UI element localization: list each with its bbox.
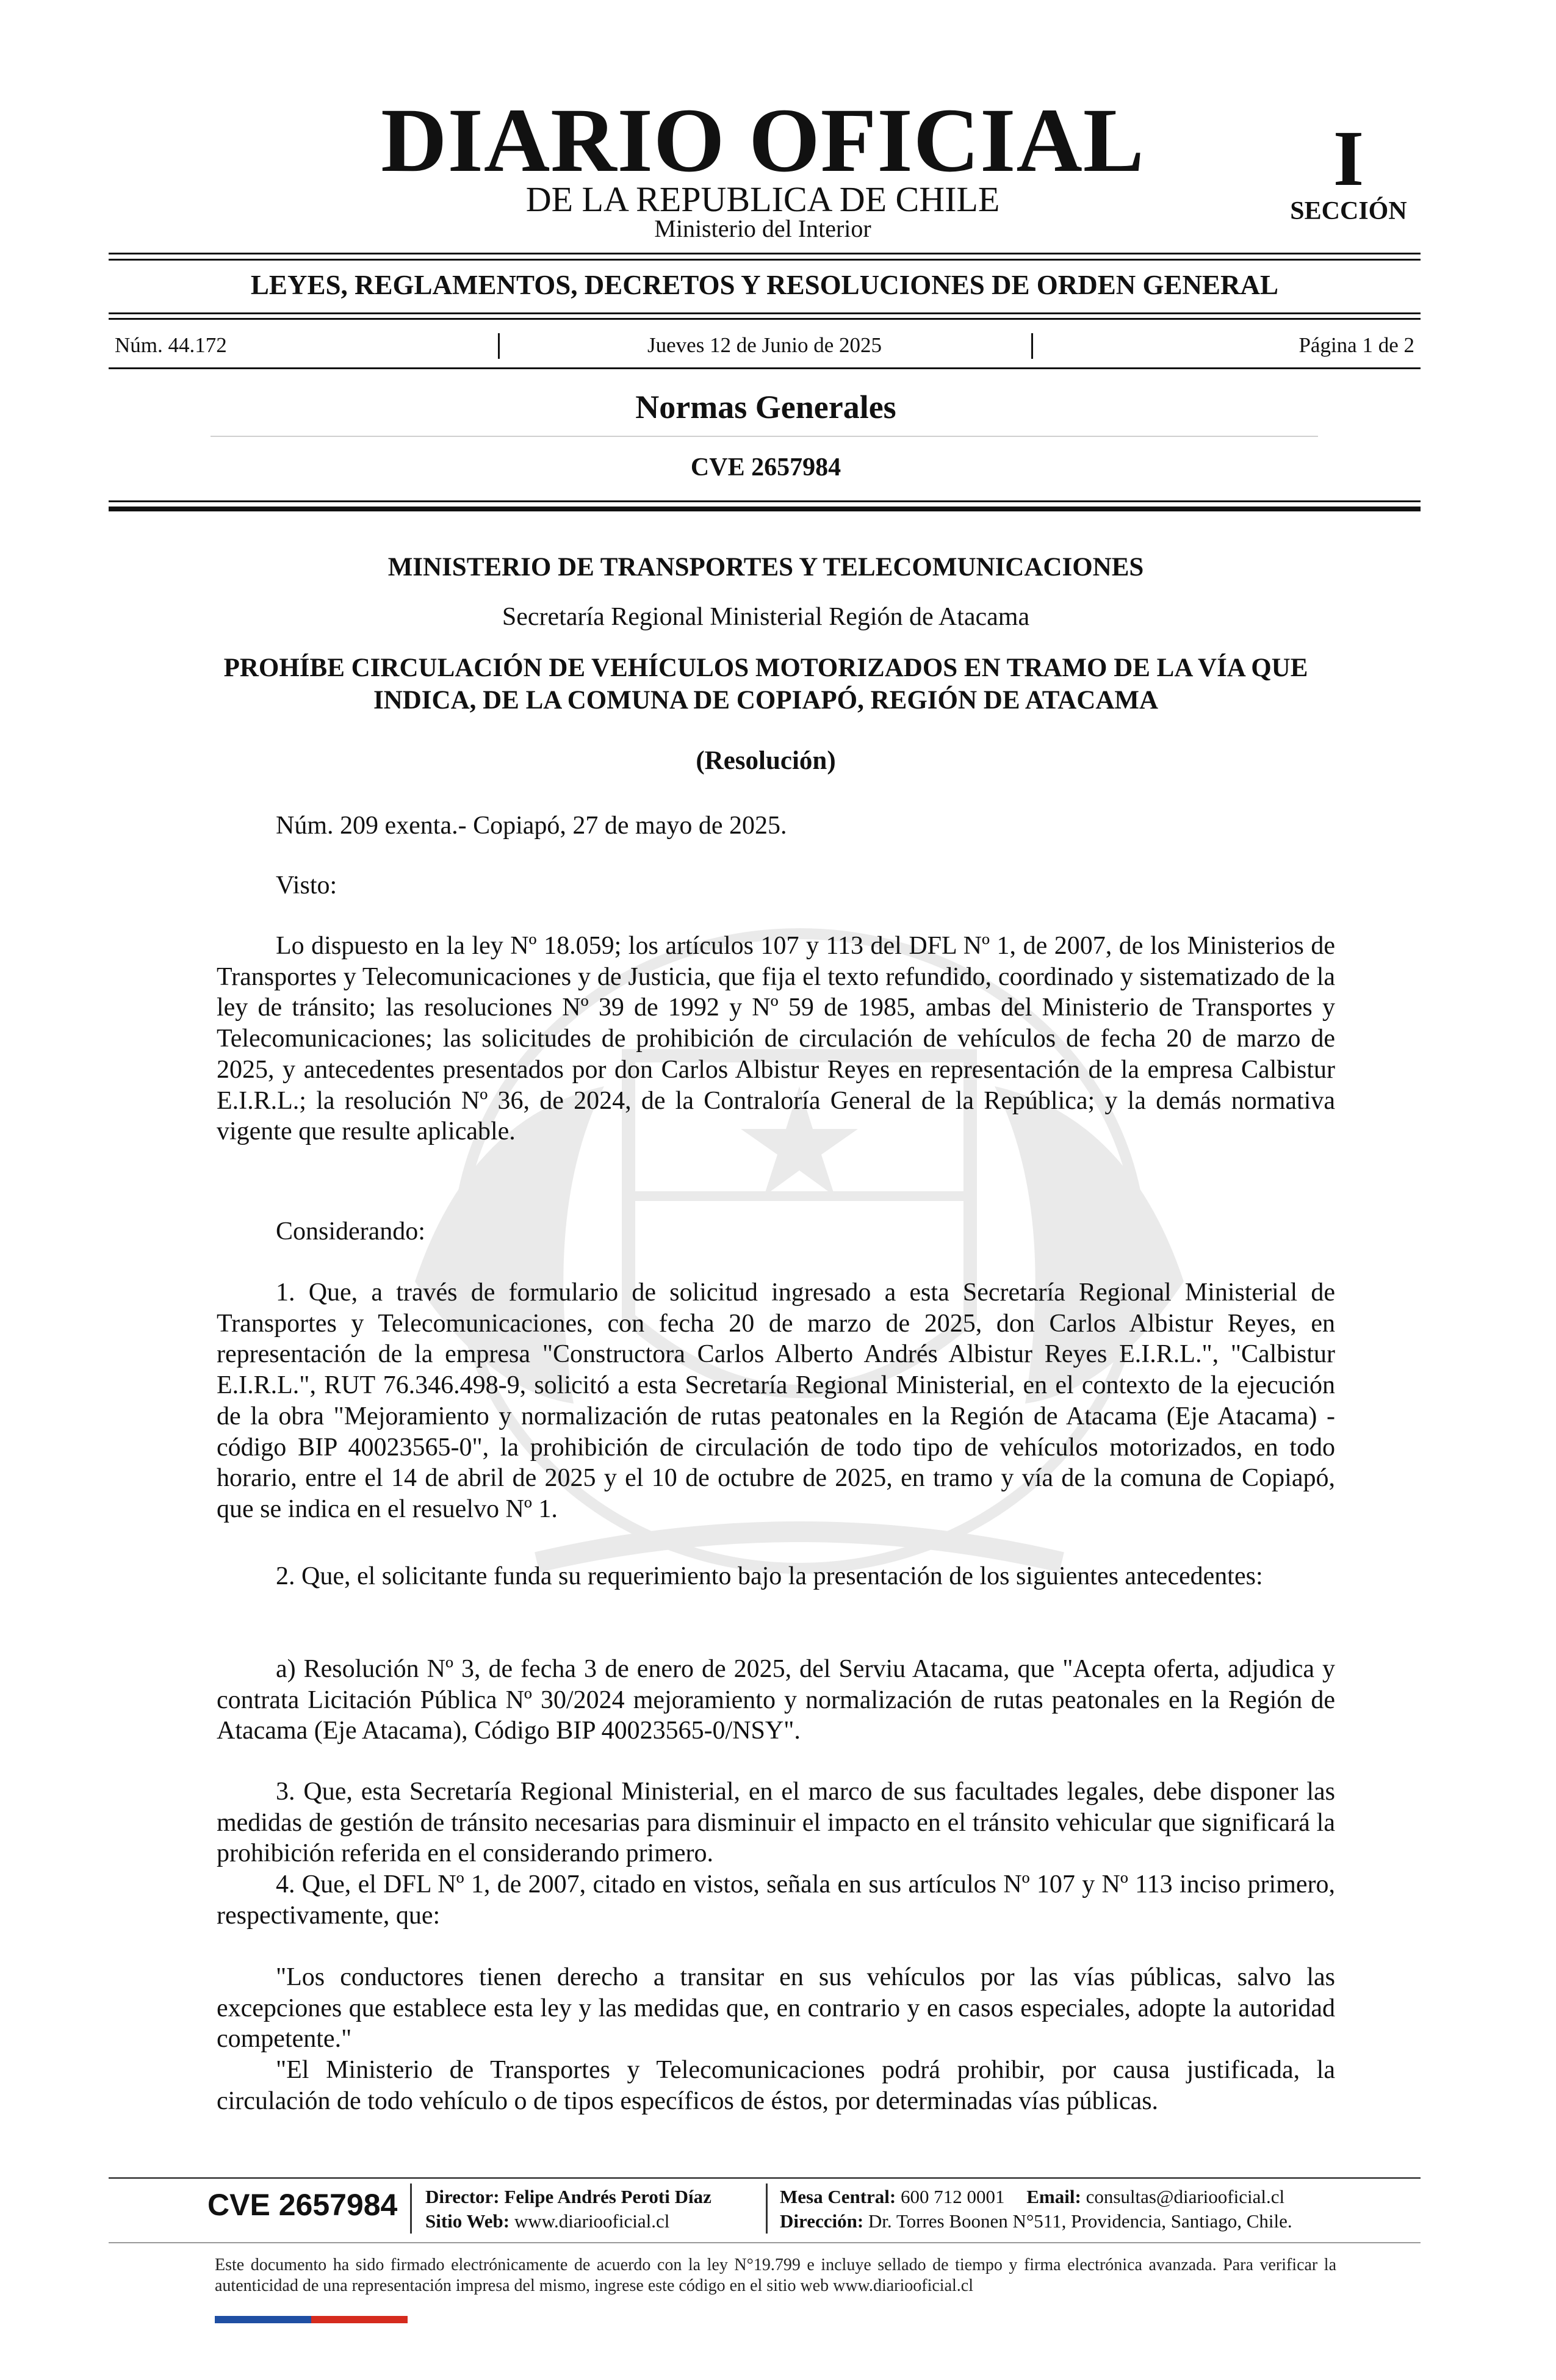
- phone-label: Mesa Central:: [780, 2186, 896, 2207]
- seremi-heading: Secretaría Regional Ministerial Región de Atacama: [502, 603, 1030, 631]
- considerando-label: Considerando:: [276, 1217, 425, 1246]
- divider: [211, 436, 1318, 437]
- considerando-point-4: 4. Que, el DFL Nº 1, de 2007, citado en vistos, señala en sus artículos Nº 107 y Nº 113 inciso primero, respectivamente, que:: [217, 1870, 1335, 1930]
- signature-note: Este documento ha sido firmado electrónicamente de acuerdo con la ley N°19.799 e incluye sellado de tiempo y firma electrónica avanzada. Para verificar la autenticidad de una representación impresa del mismo, ingrese este código en el sitio web www.diariooficial.cl: [215, 2256, 1336, 2295]
- visto-label: Visto:: [276, 871, 337, 900]
- quoted-article-113: "El Ministerio de Transportes y Telecomunicaciones podrá prohibir, por causa justificada, la circulación de todo vehículo o de tipos específicos de éstos, por determinadas vías públicas.: [217, 2056, 1335, 2115]
- masthead-subtitle: DE LA REPUBLICA DE CHILE: [525, 179, 1000, 219]
- considerando-point-1: 1. Que, a través de formulario de solicitud ingresado a esta Secretaría Regional Ministerial de Transportes y Telecomunicaciones, con fecha 20 de marzo de 2025, don Carlos Albistur Reyes, en representación de la empresa "Constructora Carlos Alberto Andrés Albistur Reyes E.I.R.L.", "Calbistur E.I.R.L.", RUT 76.346.498-9, solicitó a esta Secretaría Regional Ministerial, en el contexto de la ejecución de la obra "Mejoramiento y normalización de rutas peatonales en la Región de Atacama (Eje Atacama) - código BIP 40023565-0", la prohibición de circulación de todo tipo de vehículos motorizados, en todo horario, entre el 14 de abril de 2025 y el 10 de octubre de 2025, en tramo y vía de la comuna de Copiapó, que se indica en el resuelvo Nº 1.: [217, 1278, 1335, 1523]
- divider: [109, 318, 1421, 320]
- footer-divider: [109, 2242, 1421, 2243]
- section-number: I: [1333, 115, 1364, 203]
- director-name: Felipe Andrés Peroti Díaz: [504, 2186, 711, 2207]
- footer-cve-code: CVE 2657984: [207, 2188, 398, 2222]
- category-heading: LEYES, REGLAMENTOS, DECRETOS Y RESOLUCIONES DE ORDEN GENERAL: [250, 270, 1279, 300]
- address-label: Dirección:: [780, 2210, 864, 2232]
- issue-date: Jueves 12 de Junio de 2025: [647, 333, 882, 357]
- address-value: Dr. Torres Boonen N°511, Providencia, Santiago, Chile.: [868, 2210, 1292, 2232]
- section-label: SECCIÓN: [1290, 197, 1407, 225]
- footer-address: [780, 2209, 1292, 2234]
- considerando-point-2a: a) Resolución Nº 3, de fecha 3 de enero de 2025, del Serviu Atacama, que "Acepta oferta, adjudica y contrata Licitación Pública Nº 30/2024 mejoramiento y normalización de rutas peatonales en la Región de Atacama (Eje Atacama), Código BIP 40023565-0/NSY".: [217, 1655, 1335, 1745]
- document-type: (Resolución): [696, 746, 836, 775]
- website-label: Sitio Web:: [425, 2210, 510, 2232]
- page-indicator: Página 1 de 2: [1298, 333, 1414, 357]
- footer-director: [425, 2185, 711, 2209]
- separator: [1031, 333, 1033, 359]
- considerando-point-3: 3. Que, esta Secretaría Regional Ministerial, en el marco de sus facultades legales, debe disponer las medidas de gestión de tránsito necesarias para disminuir el impacto en el tránsito vehicular que significará la prohibición referida en el considerando primero.: [217, 1778, 1335, 1868]
- footer-contact: [780, 2185, 1284, 2209]
- cve-code: CVE 2657984: [690, 453, 841, 481]
- website-link[interactable]: www.diariooficial.cl: [514, 2210, 670, 2232]
- divider: [109, 367, 1421, 369]
- divider: [109, 312, 1421, 314]
- flag-stripe-blue: [215, 2316, 311, 2323]
- separator: [766, 2183, 768, 2234]
- divider: [109, 253, 1421, 254]
- quoted-article-107: "Los conductores tienen derecho a transitar en sus vehículos por las vías públicas, salvo las excepciones que establece esta ley y las medidas que, en contrario y en casos especiales, adopte la autoridad competente.": [217, 1963, 1335, 2054]
- resolution-number: Núm. 209 exenta.- Copiapó, 27 de mayo de 2025.: [276, 812, 787, 840]
- director-label: Director:: [425, 2186, 500, 2207]
- issue-number: Núm. 44.172: [115, 333, 227, 357]
- divider: [109, 500, 1421, 502]
- footer-divider: [109, 2177, 1421, 2179]
- flag-stripe-red: [311, 2316, 408, 2323]
- considerando-point-2: 2. Que, el solicitante funda su requerimiento bajo la presentación de los siguientes antecedentes:: [276, 1562, 1263, 1590]
- masthead-ministry: Ministerio del Interior: [654, 215, 871, 242]
- email-link[interactable]: consultas@diariooficial.cl: [1086, 2186, 1285, 2207]
- separator: [410, 2183, 412, 2234]
- masthead-title: DIARIO OFICIAL: [381, 90, 1145, 191]
- phone-number: 600 712 0001: [901, 2186, 1005, 2207]
- email-label: Email:: [1026, 2186, 1081, 2207]
- ministry-heading: MINISTERIO DE TRANSPORTES Y TELECOMUNICACIONES: [387, 553, 1144, 582]
- section-title: Normas Generales: [635, 389, 896, 425]
- visto-paragraph: Lo dispuesto en la ley Nº 18.059; los artículos 107 y 113 del DFL Nº 1, de 2007, de los Ministerios de Transportes y Telecomunicaciones y de Justicia, que fija el texto refundido, coordinado y sistematizado de la ley de tránsito; las resoluciones Nº 39 de 1992 y Nº 59 de 1985, ambas del Ministerio de Transportes y Telecomunicaciones; las solicitudes de prohibición de circulación de vehículos de fecha 20 de marzo de 2025, y antecedentes presentados por don Carlos Albistur Reyes en representación de la empresa Calbistur E.I.R.L.; la resolución Nº 36, de 2024, de la Contraloría General de la República; y la demás normativa vigente que resulte aplicable.: [217, 932, 1335, 1146]
- divider: [109, 507, 1421, 511]
- resolution-headline: PROHÍBE CIRCULACIÓN DE VEHÍCULOS MOTORIZADOS EN TRAMO DE LA VÍA QUE INDICA, DE LA COMUNA DE COPIAPÓ, REGIÓN DE ATACAMA: [223, 654, 1308, 715]
- divider: [109, 259, 1421, 261]
- footer-website: [425, 2209, 669, 2234]
